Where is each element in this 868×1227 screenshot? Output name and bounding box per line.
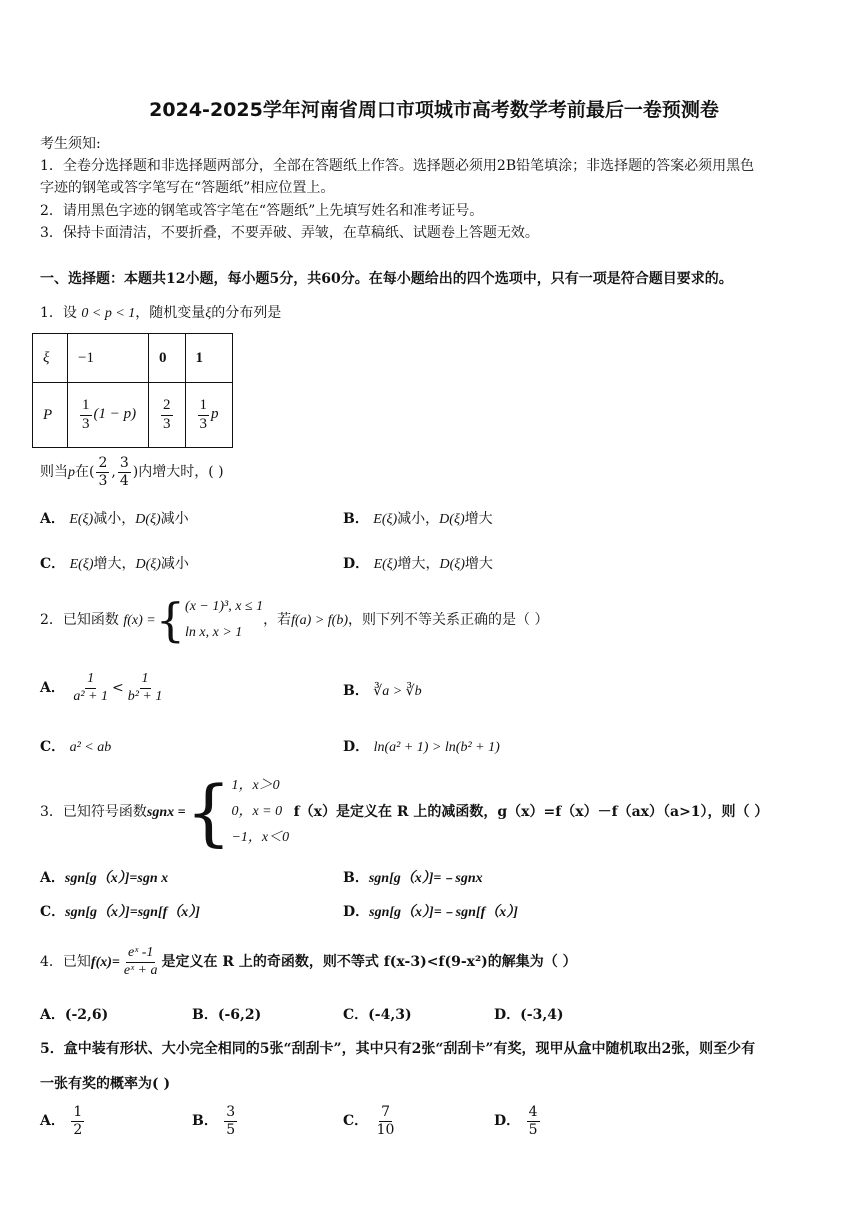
fraction-denominator: b² + 1 <box>127 688 163 704</box>
q1-variable: ξ <box>205 306 212 321</box>
q2-cases <box>185 594 263 646</box>
q1-option-a[interactable] <box>40 508 189 528</box>
option-label: C． <box>40 904 66 920</box>
fraction-denominator: 3 <box>98 472 108 489</box>
q5-option-d[interactable] <box>494 1100 542 1142</box>
option-expr: sgn[g（x）]=sgn x <box>64 871 169 886</box>
option-label: B． <box>192 1113 218 1129</box>
fraction-numerator: 3 <box>226 1104 236 1121</box>
fraction-numerator: 2 <box>98 455 108 472</box>
cell-tail: (1 − p) <box>93 406 137 423</box>
q4-post: 是定义在 R 上的奇函数，则不等式 f(x-3)<f(9-x²)的解集为（ ） <box>161 954 577 970</box>
notice-line-1: 1．全卷分选择题和非选择题两部分，全部在答题纸上作答。选择题必须用2B铅笔填涂；非选择题的答案必须用黑色 <box>40 158 755 174</box>
q5-option-b[interactable] <box>192 1100 239 1142</box>
option-word: 增大 <box>464 556 493 572</box>
fraction-denominator: a² + 1 <box>73 688 108 704</box>
option-word: 减小， <box>397 511 440 527</box>
option-word: 减小 <box>160 556 189 572</box>
q5-option-c[interactable] <box>343 1100 398 1142</box>
option-label: C． <box>40 556 66 572</box>
notice-line-2: 字迹的钢笔或答字笔写在“答题纸”相应位置上。 <box>40 180 335 196</box>
option-label: A． <box>40 870 65 886</box>
q3-option-c[interactable] <box>40 901 200 921</box>
section-heading: 一、选择题：本题共12小题，每小题5分，共60分。在每小题给出的四个选项中，只有一项是符合题目要求的。 <box>40 271 733 287</box>
table-cell <box>68 383 149 448</box>
fraction-denominator: 3 <box>163 415 171 432</box>
option-expr: D(ξ) <box>135 512 161 527</box>
q4-option-d[interactable] <box>494 1004 564 1024</box>
q1-post: 的分布列是 <box>211 305 282 321</box>
option-expr: a² < ab <box>69 740 112 755</box>
q3-sgn: sgnx = <box>146 805 186 820</box>
brace-icon: { <box>155 593 186 647</box>
q5-stem-line-2: 一张有奖的概率为( ) <box>40 1076 171 1092</box>
q2-option-b[interactable] <box>343 680 422 700</box>
q2-option-c[interactable] <box>40 736 111 756</box>
option-expr: sgn[g（x）]=﹣sgn[f（x）] <box>369 905 518 920</box>
q1-condition: 0 < p < 1 <box>81 306 136 321</box>
fraction-numerator: 1 <box>140 671 151 688</box>
q2-condition: f(a) > f(b) <box>291 613 348 628</box>
option-label: D． <box>494 1113 521 1129</box>
q1-question: 则当p在( $\frac{2}{3}$ , $\frac{3}{4}$ )内增大时，( ) <box>40 455 224 489</box>
table-cell: ξ <box>33 334 68 383</box>
q1-stem-a: 则当 <box>40 464 68 480</box>
fraction-denominator: 5 <box>226 1121 236 1138</box>
q1-option-c[interactable] <box>40 553 189 573</box>
fraction-numerator: 2 <box>161 397 173 415</box>
q3-post: f（x）是定义在 R 上的减函数，g（x）=f（x）－f（ax）（a>1），则（ ） <box>293 804 769 820</box>
option-expr: E(ξ) <box>69 557 94 572</box>
case-line: 1，x＞0 <box>231 778 280 793</box>
table-cell: 0 <box>149 334 186 383</box>
q4-option-a[interactable] <box>40 1004 108 1024</box>
q1-stem-p: p <box>68 465 75 480</box>
q2-stem <box>40 594 548 647</box>
option-expr: E(ξ) <box>373 557 398 572</box>
notice-line-4: 3．保持卡面清洁，不要折叠，不要弄破、弄皱，在草稿纸、试题卷上答题无效。 <box>40 225 539 241</box>
q2-number: 2． <box>40 612 63 628</box>
q5-number: 5． <box>40 1041 64 1057</box>
cell-tail: p <box>211 406 219 423</box>
option-label: C． <box>40 739 66 755</box>
fraction-denominator: 4 <box>119 472 129 489</box>
option-expr: E(ξ) <box>69 512 94 527</box>
fraction-numerator: 1 <box>80 397 92 415</box>
table-row <box>33 383 233 448</box>
option-label: B． <box>343 683 369 699</box>
q3-option-b[interactable] <box>343 867 483 887</box>
fraction-numerator: 1 <box>73 1104 83 1121</box>
q1-pre: 设 <box>62 305 77 321</box>
q3-cases <box>231 773 289 851</box>
option-expr: (-4,3) <box>368 1007 412 1023</box>
table-row <box>33 334 233 383</box>
fraction-numerator: 1 <box>85 671 96 688</box>
option-word: 增大， <box>397 556 440 572</box>
option-label: B． <box>343 511 369 527</box>
option-expr: (-2,6) <box>64 1007 109 1023</box>
table-cell <box>149 383 186 448</box>
fraction-denominator: 3 <box>82 415 90 432</box>
q2-option-d[interactable] <box>343 736 500 756</box>
option-label: A． <box>40 680 65 696</box>
q3-number: 3． <box>40 804 63 820</box>
option-expr: ln(a² + 1) > ln(b² + 1) <box>373 740 500 755</box>
option-expr: D(ξ) <box>439 557 465 572</box>
option-expr: (-3,4) <box>520 1007 564 1023</box>
option-label: B． <box>192 1007 218 1023</box>
table-cell: 1 <box>185 334 232 383</box>
case-line: 0，x = 0 <box>231 804 283 819</box>
q4-option-b[interactable] <box>192 1004 261 1024</box>
case-line: −1，x＜0 <box>231 830 290 845</box>
option-label: D． <box>494 1007 521 1023</box>
fraction-denominator: 2 <box>73 1121 83 1138</box>
q1-number: 1． <box>40 305 63 321</box>
q3-option-a[interactable] <box>40 867 168 887</box>
q2-mid: ，若 <box>263 612 292 628</box>
option-label: D． <box>343 739 370 755</box>
q1-stem <box>40 302 281 322</box>
fraction-denominator: eˣ + a <box>123 962 158 978</box>
case-line: ln x, x > 1 <box>185 625 243 640</box>
table-cell: −1 <box>68 334 149 383</box>
q5-text: 盒中装有形状、大小完全相同的5张“刮刮卡”，其中只有2张“刮刮卡”有奖，现甲从盒中随机取出2张，则至少有 <box>63 1041 756 1057</box>
table-cell: P <box>33 383 68 448</box>
q4-pre: 已知 <box>62 954 91 970</box>
q3-option-d[interactable] <box>343 901 518 921</box>
fraction-numerator: 4 <box>528 1104 538 1121</box>
option-label: A． <box>40 1007 65 1023</box>
option-word: 增大 <box>464 511 493 527</box>
distribution-table <box>32 333 233 448</box>
option-expr: D(ξ) <box>135 557 161 572</box>
fraction-numerator: eˣ -1 <box>126 945 155 962</box>
fraction-numerator: 1 <box>198 397 210 415</box>
q2-option-a[interactable] <box>40 668 166 708</box>
fraction-numerator: 7 <box>381 1104 390 1121</box>
option-label: C． <box>343 1113 369 1129</box>
q2-post: ，则下列不等关系正确的是（ ） <box>348 612 549 628</box>
fraction-denominator: 10 <box>376 1121 395 1138</box>
option-expr: (-6,2) <box>217 1007 262 1023</box>
option-word: 减小 <box>160 511 189 527</box>
q3-pre: 已知符号函数 <box>62 804 147 820</box>
case-line: (x − 1)³, x ≤ 1 <box>185 599 264 614</box>
q4-fx: f(x)= <box>90 955 120 970</box>
option-label: B． <box>343 870 369 886</box>
q4-option-c[interactable] <box>343 1004 412 1024</box>
option-expr: ∛a > ∛b <box>373 684 422 699</box>
q1-mid: ，随机变量 <box>135 305 206 321</box>
option-expr: E(ξ) <box>373 512 398 527</box>
fraction-numerator: 3 <box>119 455 129 472</box>
option-expr: sgn[g（x）]=﹣sgnx <box>368 871 483 886</box>
option-label: C． <box>343 1007 369 1023</box>
notice-line-3: 2．请用黑色字迹的钢笔或答字笔在“答题纸”上先填写姓名和准考证号。 <box>40 203 484 219</box>
option-label: A． <box>40 511 65 527</box>
fraction-denominator: 5 <box>528 1121 538 1138</box>
brace-icon: { <box>185 770 232 854</box>
q3-stem <box>40 770 769 854</box>
notice-heading: 考生须知: <box>40 136 101 152</box>
option-label: D． <box>343 904 370 920</box>
option-label: A． <box>40 1113 65 1129</box>
q1-stem-c: )内增大时，( ) <box>132 464 224 480</box>
option-operator: < <box>111 680 124 696</box>
q1-stem-b: 在( <box>75 464 95 480</box>
option-expr: sgn[g（x）]=sgn[f（x）] <box>65 905 200 920</box>
page-title: 2024-2025学年河南省周口市项城市高考数学考前最后一卷预测卷 <box>149 99 719 121</box>
q4-number: 4． <box>40 954 63 970</box>
q2-pre: 已知函数 <box>62 612 119 628</box>
q5-option-a[interactable] <box>40 1100 86 1142</box>
q1-option-b[interactable] <box>343 508 493 528</box>
option-label: D． <box>343 556 370 572</box>
fraction-denominator: 3 <box>199 415 207 432</box>
option-expr: D(ξ) <box>439 512 465 527</box>
option-word: 减小， <box>93 511 136 527</box>
q4-stem <box>40 940 577 985</box>
q2-fx: f(x) = <box>123 613 156 628</box>
option-word: 增大， <box>93 556 136 572</box>
q5-stem-line-1 <box>40 1038 755 1058</box>
table-cell <box>185 383 232 448</box>
q1-option-d[interactable] <box>343 553 493 573</box>
